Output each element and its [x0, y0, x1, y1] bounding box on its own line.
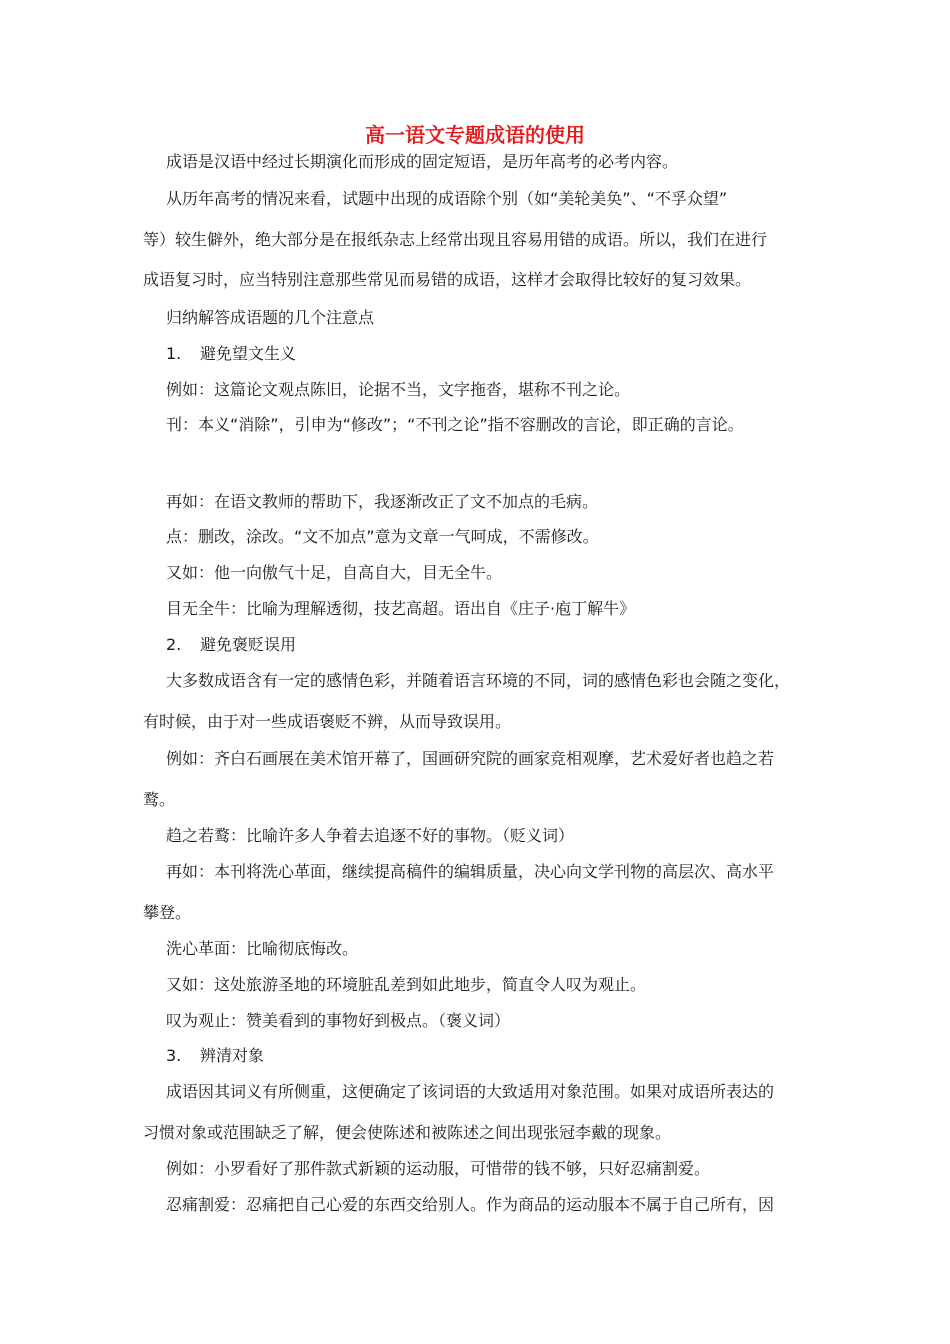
section-heading-2 — [166, 634, 296, 656]
paragraph-line: 成语因其词义有所侧重，这便确定了该词语的大致适用对象范围。如果对成语所表达的 — [166, 1082, 775, 1101]
paragraph-line: 例如：齐白石画展在美术馆开幕了，国画研究院的画家竞相观摩，艺术爱好者也趋之若 — [166, 749, 775, 768]
paragraph-line: 从历年高考的情况来看，试题中出现的成语除个别（如“美轮美奂”、“不孚众望” — [166, 189, 728, 208]
paragraph-line: 成语复习时，应当特别注意那些常见而易错的成语，这样才会取得比较好的复习效果。 — [143, 270, 752, 289]
paragraph-line: 叹为观止：赞美看到的事物好到极点。（褒义词） — [166, 1011, 511, 1030]
paragraph-line: 有时候，由于对一些成语褒贬不辨，从而导致误用。 — [143, 712, 512, 731]
paragraph-line: 习惯对象或范围缺乏了解，便会使陈述和被陈述之间出现张冠李戴的现象。 — [143, 1123, 672, 1142]
paragraph-line: 攀登。 — [143, 903, 192, 922]
section-title: 避免褒贬误用 — [200, 635, 297, 654]
paragraph-line: 例如：小罗看好了那件款式新颖的运动服，可惜带的钱不够，只好忍痛割爱。 — [166, 1159, 711, 1178]
section-title: 辨清对象 — [200, 1046, 265, 1065]
paragraph-line: 成语是汉语中经过长期演化而形成的固定短语，是历年高考的必考内容。 — [166, 152, 679, 171]
section-heading-3 — [166, 1045, 264, 1067]
paragraph-line: 刊：本义“消除”，引申为“修改”；“不刊之论”指不容删改的言论，即正确的言论。 — [166, 415, 744, 434]
section-number: 2. — [166, 635, 182, 654]
section-heading-1 — [166, 343, 296, 365]
paragraph-line: 洗心革面：比喻彻底悔改。 — [166, 939, 359, 958]
paragraph-line: 再如：本刊将洗心革面，继续提高稿件的编辑质量，决心向文学刊物的高层次、高水平 — [166, 862, 775, 881]
paragraph-line: 又如：这处旅游圣地的环境脏乱差到如此地步，简直令人叹为观止。 — [166, 975, 647, 994]
section-title: 避免望文生义 — [200, 344, 297, 363]
paragraph-line: 点：删改，涂改。“文不加点”意为文章一气呵成，不需修改。 — [166, 527, 599, 546]
paragraph-line: 大多数成语含有一定的感情色彩，并随着语言环境的不同，词的感情色彩也会随之变化， — [166, 671, 791, 690]
paragraph-line: 鹜。 — [143, 790, 176, 809]
paragraph-line: 又如：他一向傲气十足，自高自大，目无全牛。 — [166, 563, 503, 582]
document-title: 高一语文专题成语的使用 — [365, 123, 585, 147]
section-number: 1. — [166, 344, 182, 363]
paragraph-line: 例如：这篇论文观点陈旧，论据不当，文字拖沓，堪称不刊之论。 — [166, 380, 631, 399]
paragraph-line: 趋之若鹜：比喻许多人争着去追逐不好的事物。（贬义词） — [166, 826, 575, 845]
paragraph-line: 忍痛割爱：忍痛把自己心爱的东西交给别人。作为商品的运动服本不属于自己所有，因 — [166, 1195, 775, 1214]
section-number: 3. — [166, 1046, 182, 1065]
paragraph-line: 再如：在语文教师的帮助下，我逐渐改正了文不加点的毛病。 — [166, 492, 599, 511]
paragraph-line: 目无全牛：比喻为理解透彻，技艺高超。语出自《庄子·庖丁解牛》 — [166, 599, 636, 618]
paragraph-line: 归纳解答成语题的几个注意点 — [166, 308, 375, 327]
paragraph-line: 等）较生僻外，绝大部分是在报纸杂志上经常出现且容易用错的成语。所以，我们在进行 — [143, 230, 768, 249]
